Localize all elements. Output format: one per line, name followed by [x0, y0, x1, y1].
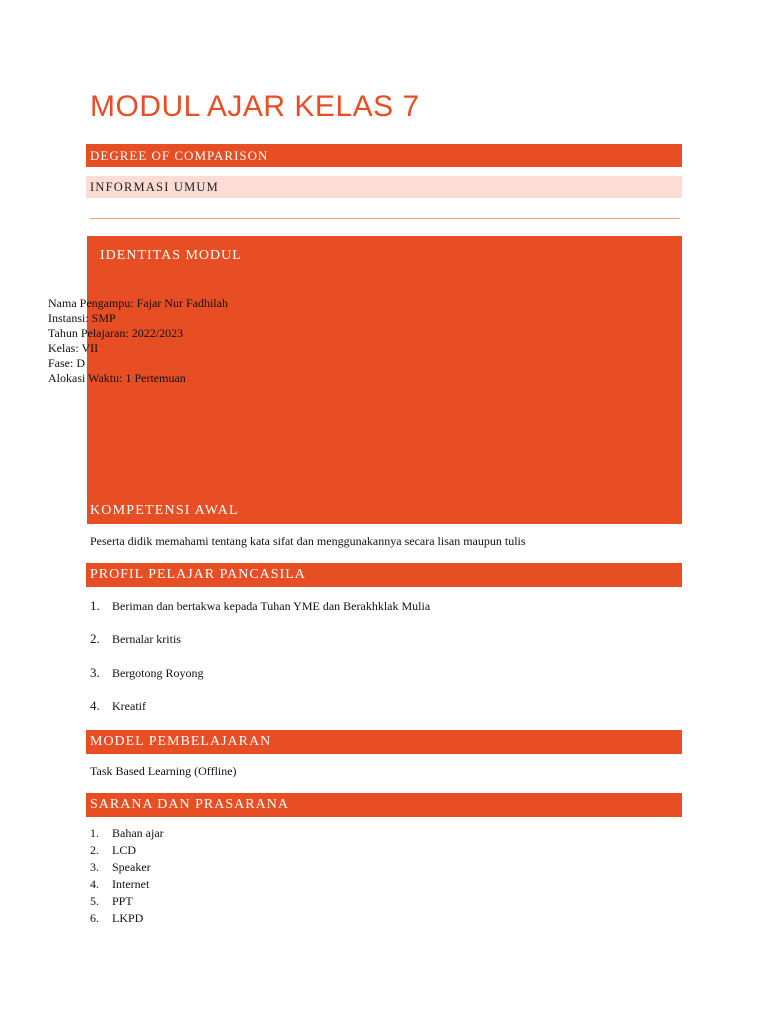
info-line-fase: Fase: D [48, 356, 85, 370]
sarana-item-text: LKPD [112, 911, 144, 925]
sarana-item [90, 877, 149, 892]
sarana-item-number: 2. [90, 843, 99, 857]
profil-item [90, 631, 181, 647]
document-title: MODUL AJAR KELAS 7 [90, 90, 420, 123]
sarana-item-text: Bahan ajar [112, 826, 164, 840]
profil-item-text: Bergotong Royong [112, 666, 204, 680]
sarana-item-text: Internet [112, 877, 150, 891]
profil-item [90, 665, 203, 681]
info-line-tahun: Tahun Pelajaran: 2022/2023 [48, 326, 184, 340]
info-line-pengampu: Nama Pengampu: Fajar Nur Fadhilah [48, 296, 228, 310]
sarana-item-number: 6. [90, 911, 99, 925]
sarana-item [90, 860, 151, 875]
profil-item [90, 598, 430, 614]
profil-item-number: 2. [90, 631, 100, 646]
info-line-instansi: Instansi: SMP [48, 311, 116, 325]
sarana-item-number: 3. [90, 860, 99, 874]
kompetensi-heading: KOMPETENSI AWAL [90, 503, 239, 518]
sarana-item-number: 5. [90, 894, 99, 908]
model-heading: MODEL PEMBELAJARAN [86, 730, 682, 754]
topic-band: DEGREE OF COMPARISON [86, 144, 682, 167]
profil-item-number: 3. [90, 665, 100, 680]
info-line-alokasi: Alokasi Waktu: 1 Pertemuan [48, 371, 186, 385]
profil-heading: PROFIL PELAJAR PANCASILA [86, 563, 682, 587]
divider [90, 218, 680, 219]
identitas-info [48, 296, 228, 386]
sarana-heading: SARANA DAN PRASARANA [86, 793, 682, 817]
profil-item-number: 4. [90, 698, 100, 713]
profil-item-text: Bernalar kritis [112, 632, 181, 646]
sarana-item-number: 1. [90, 826, 99, 840]
sarana-item [90, 911, 143, 926]
profil-item-text: Beriman dan bertakwa kepada Tuhan YME dan Berakhklak Mulia [112, 599, 431, 613]
sarana-item-text: LCD [112, 843, 136, 857]
profil-item [90, 698, 146, 714]
profil-item-number: 1. [90, 598, 100, 613]
sarana-item [90, 843, 136, 858]
model-text: Task Based Learning (Offline) [90, 764, 237, 778]
sarana-item-text: PPT [112, 894, 133, 908]
sarana-item-number: 4. [90, 877, 99, 891]
info-line-kelas: Kelas: VII [48, 341, 99, 355]
sarana-item [90, 826, 164, 841]
info-umum-band: INFORMASI UMUM [86, 176, 682, 198]
identitas-heading: IDENTITAS MODUL [100, 248, 242, 263]
kompetensi-text: Peserta didik memahami tentang kata sifat dan menggunakannya secara lisan maupun tulis [90, 534, 526, 548]
sarana-item-text: Speaker [112, 860, 151, 874]
sarana-item [90, 894, 133, 909]
profil-item-text: Kreatif [112, 699, 146, 713]
